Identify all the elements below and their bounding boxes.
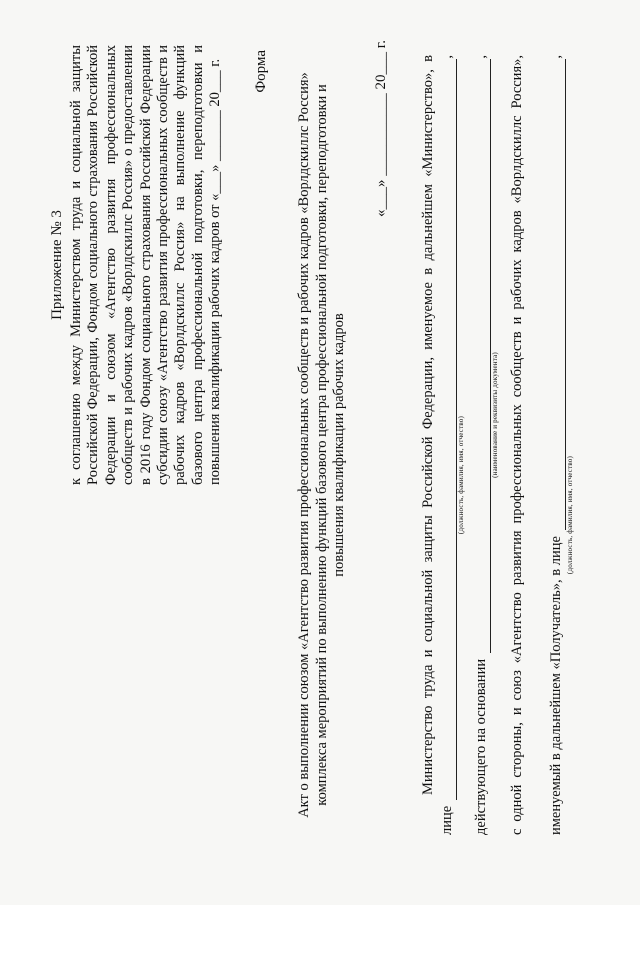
caption-document: (наименование и реквизиты документа) xyxy=(490,352,499,478)
appendix-title: Приложение № 3 xyxy=(49,210,65,320)
act-body xyxy=(420,55,574,835)
body-line-person-prefix: лице xyxy=(439,805,456,835)
body-line-basis: действующего на основании , xyxy=(473,55,490,835)
body-line-ministry: Министерство труда и социальной защиты Российской Федерации, именуемое в дальнейшем «Министерство», в xyxy=(420,55,436,795)
act-date-line: «___» ___________ 20___ г. xyxy=(373,40,389,217)
body-line-union: с одной стороны, и союз «Агентство развития профессиональных сообществ и рабочих кадров «Ворлдскиллс Россия», xyxy=(508,55,525,835)
body-line-recipient-prefix: именуемый в дальнейшем «Получатель», в лице xyxy=(548,536,565,835)
body-line-basis-prefix: действующего на основании xyxy=(473,658,490,835)
form-label: Форма xyxy=(253,50,269,93)
appendix-block xyxy=(48,45,225,485)
act-title: Акт о выполнении союзом «Агентство развития профессиональных сообществ и рабочих кадров «Ворлдскиллс Россия» комплекса мероприятий по выполнению функций базового центра профессиональной подготовки, переподготовки и повышения квалификации рабочих кадров xyxy=(296,72,348,818)
body-line-recipient: именуемый в дальнейшем «Получатель», в лице , xyxy=(548,55,565,835)
caption-person: (должность, фамилия, имя, отчество) xyxy=(456,415,465,535)
body-line-person: лице , xyxy=(439,55,456,835)
caption-recipient: (должность, фамилия, имя, отчество) xyxy=(565,455,574,575)
person-blank-line xyxy=(444,59,457,800)
recipient-blank-line xyxy=(553,59,566,530)
basis-blank-line xyxy=(478,59,491,653)
appendix-text: к соглашению между Министерством труда и социальной защиты Российской Федерации, Фондом социального страхования Российской Федерации и союзом «Агентство развития профессиональных сообществ и рабочих кадров «Ворлдскиллс Россия» о предоставлении в 2016 году Фондом социального страхования Российской Федерации субсидии союзу «Агентство развития профессиональных сообществ и рабочих кадров «Ворлдскиллс Россия» на выполнение функций базового центра профессиональной подготовки, переподготовки и повышения квалификации рабочих кадров от «___» _______ 20___ г. xyxy=(68,45,224,485)
